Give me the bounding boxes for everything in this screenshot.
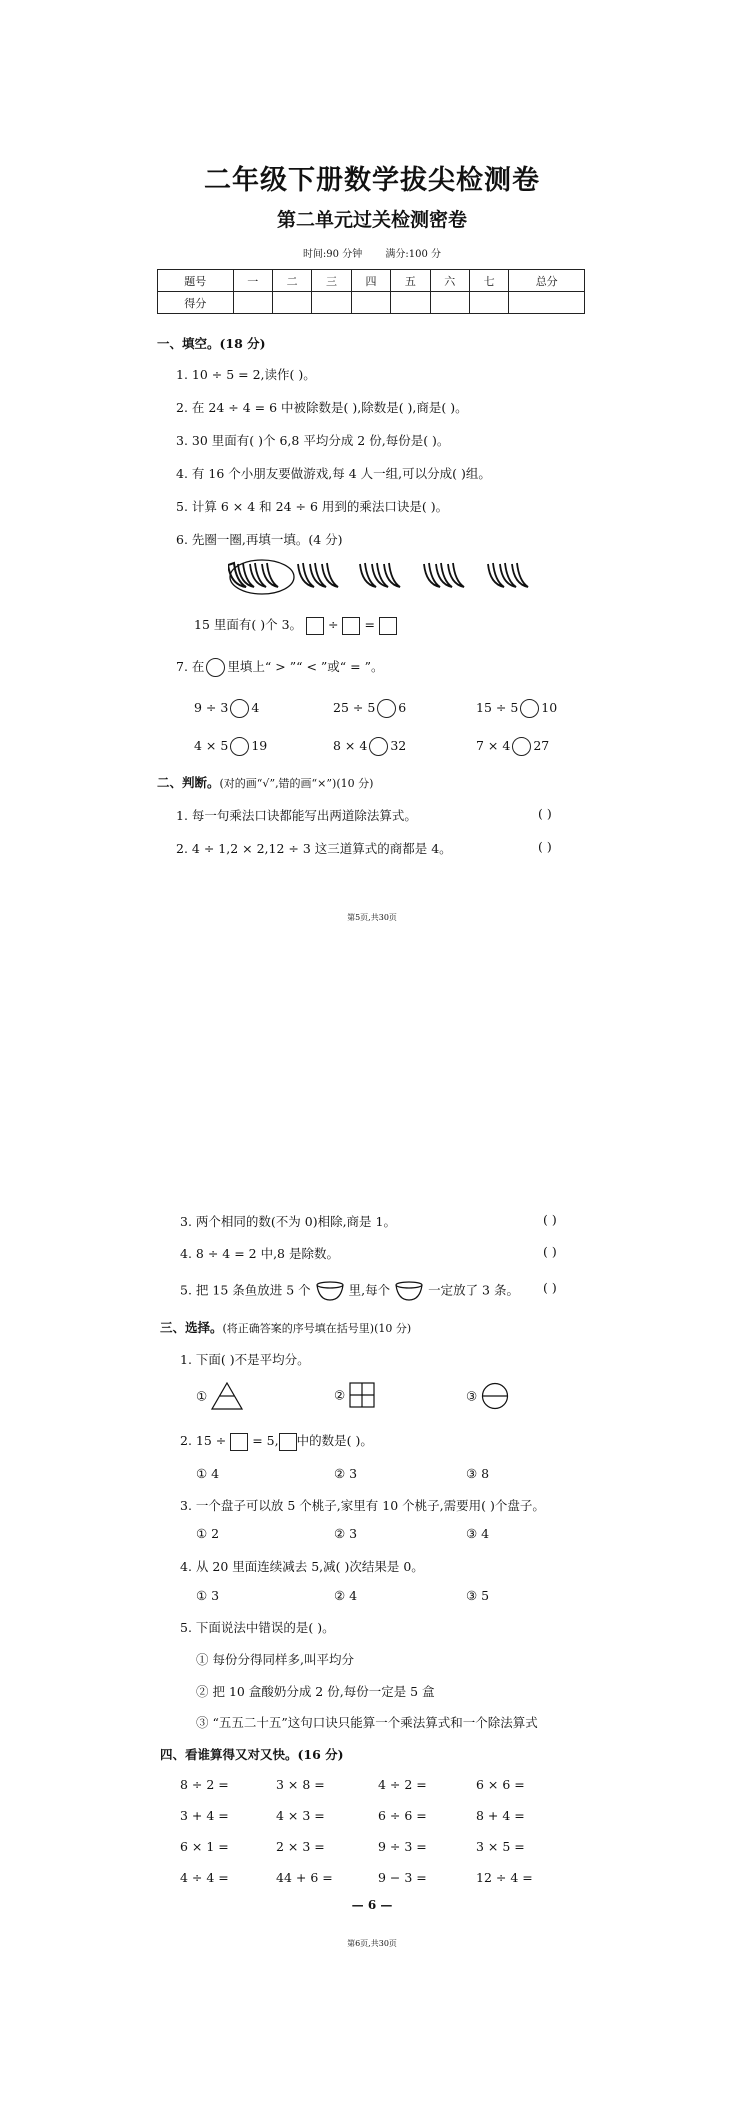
compare-left: 15 ÷ 5 [476, 700, 519, 715]
section-3-note: (将正确答案的序号填在括号里) [222, 1322, 375, 1335]
compare-right: 6 [398, 700, 407, 715]
compare-left: 9 ÷ 3 [194, 700, 229, 715]
circle-placeholder-icon [206, 658, 225, 677]
s2-q5-text-c: 一定放了 3 条。 [428, 1282, 519, 1298]
score-cell[interactable] [430, 292, 469, 314]
equals-sign: = [364, 617, 375, 632]
compare-right: 19 [251, 738, 268, 753]
s3-q2-option[interactable]: ③ 8 [466, 1466, 490, 1481]
judge-answer-paren[interactable]: ( ) [538, 806, 552, 821]
section-4-heading: 四、看谁算得又对又快。(16 分) [160, 1747, 344, 1762]
judge-answer-paren[interactable]: ( ) [538, 839, 552, 854]
compare-circle[interactable] [512, 737, 531, 756]
score-table-header-row [158, 270, 585, 292]
square-quartered-icon [349, 1382, 375, 1408]
section-2-title: 二、判断。 [157, 775, 220, 790]
calc-item: 6 × 1 = [180, 1839, 229, 1854]
compare-item [476, 737, 549, 756]
s3-q2-option[interactable]: ① 4 [196, 1466, 220, 1481]
option-number: ③ [466, 1388, 478, 1404]
score-cell[interactable] [391, 292, 430, 314]
s3-question-4: 4. 从 20 里面连续减去 5,减( )次结果是 0。 [180, 1559, 424, 1574]
compare-right: 32 [390, 738, 407, 753]
answer-box[interactable] [342, 617, 360, 635]
s2-question-1: 1. 每一句乘法口诀都能写出两道除法算式。 [176, 808, 417, 823]
answer-box[interactable] [306, 617, 324, 635]
divide-sign: ÷ [328, 617, 339, 632]
s1-question-7 [176, 657, 384, 677]
s1-q6-fill [194, 615, 397, 635]
compare-left: 8 × 4 [333, 738, 368, 753]
compare-right: 27 [533, 738, 550, 753]
compare-circle[interactable] [230, 699, 249, 718]
s1-question-4: 4. 有 16 个小朋友要做游戏,每 4 人一组,可以分成( )组。 [176, 466, 491, 481]
judge-answer-paren[interactable]: ( ) [543, 1244, 557, 1259]
score-header-cell: 六 [430, 270, 469, 292]
full-score: 满分:100 分 [385, 249, 442, 260]
score-header-cell: 五 [391, 270, 430, 292]
s1-q7-text-b: 里填上“ > ”“ < ”或“ = ”。 [227, 659, 384, 674]
score-cell[interactable] [312, 292, 351, 314]
calc-item: 3 + 4 = [180, 1808, 229, 1823]
s3-q3-option[interactable]: ① 2 [196, 1526, 220, 1541]
calc-item: 4 ÷ 4 = [180, 1870, 229, 1885]
score-table [157, 269, 585, 314]
s2-question-2: 2. 4 ÷ 1,2 × 2,12 ÷ 3 这三道算式的商都是 4。 [176, 841, 452, 856]
compare-circle[interactable] [230, 737, 249, 756]
calc-item: 6 × 6 = [476, 1777, 525, 1792]
s1-question-5: 5. 计算 6 × 4 和 24 ÷ 6 用到的乘法口诀是( )。 [176, 499, 449, 514]
score-header-cell: 七 [469, 270, 508, 292]
answer-box[interactable] [379, 617, 397, 635]
compare-circle[interactable] [520, 699, 539, 718]
s3-question-1: 1. 下面( )不是平均分。 [180, 1352, 310, 1367]
calc-item: 4 ÷ 2 = [378, 1777, 427, 1792]
section-2-heading [157, 773, 373, 791]
score-cell[interactable] [272, 292, 311, 314]
score-cell[interactable] [469, 292, 508, 314]
score-cell[interactable] [351, 292, 390, 314]
calc-item: 4 × 3 = [276, 1808, 325, 1823]
section-3-title: 三、选择。 [160, 1320, 223, 1335]
s3-q4-option[interactable]: ① 3 [196, 1588, 220, 1603]
score-cell[interactable] [509, 292, 585, 314]
exam-meta [0, 245, 744, 260]
compare-left: 4 × 5 [194, 738, 229, 753]
score-header-cell: 四 [351, 270, 390, 292]
s3-q1-option-2[interactable] [334, 1382, 375, 1408]
s1-q7-text-a: 7. 在 [176, 659, 205, 674]
s1-question-6: 6. 先圈一圈,再填一填。(4 分) [176, 532, 343, 547]
compare-right: 4 [251, 700, 260, 715]
score-table-score-row [158, 292, 585, 314]
score-header-cell: 题号 [158, 270, 234, 292]
s2-question-3: 3. 两个相同的数(不为 0)相除,商是 1。 [180, 1214, 396, 1229]
compare-circle[interactable] [377, 699, 396, 718]
page-footer: 第5页,共30页 [347, 913, 397, 922]
s3-q2-option[interactable]: ② 3 [334, 1466, 358, 1481]
compare-item [194, 699, 259, 718]
s1-q6-fill-text: 15 里面有( )个 3。 [194, 617, 303, 632]
score-header-cell: 二 [272, 270, 311, 292]
s3-q5-option[interactable]: ② 把 10 盒酸奶分成 2 份,每份一定是 5 盒 [196, 1684, 435, 1699]
section-1-heading: 一、填空。(18 分) [157, 336, 266, 351]
exam-subtitle: 第二单元过关检测密卷 [276, 209, 467, 231]
s3-q2-text-c: 中的数是( )。 [296, 1433, 373, 1448]
calc-item: 9 − 3 = [378, 1870, 427, 1885]
section-2-points: (10 分) [336, 777, 374, 790]
judge-answer-paren[interactable]: ( ) [543, 1280, 557, 1295]
s3-question-5: 5. 下面说法中错误的是( )。 [180, 1620, 335, 1635]
section-3-heading [160, 1318, 411, 1336]
compare-right: 10 [541, 700, 558, 715]
s1-question-3: 3. 30 里面有( )个 6,8 平均分成 2 份,每份是( )。 [176, 433, 450, 448]
s3-q5-option[interactable]: ① 每份分得同样多,叫平均分 [196, 1652, 354, 1667]
compare-left: 25 ÷ 5 [333, 700, 376, 715]
calc-item: 44 + 6 = [276, 1870, 333, 1885]
score-header-cell: 一 [233, 270, 272, 292]
option-number: ② [334, 1387, 346, 1403]
s3-question-3: 3. 一个盘子可以放 5 个桃子,家里有 10 个桃子,需要用( )个盘子。 [180, 1498, 545, 1513]
compare-left: 7 × 4 [476, 738, 511, 753]
section-2-note: (对的画“√”,错的画“×”) [219, 777, 337, 790]
s3-q2-text-a: 2. 15 ÷ [180, 1433, 227, 1448]
s2-q5-text-a: 5. 把 15 条鱼放进 5 个 [180, 1282, 311, 1298]
calc-item: 12 ÷ 4 = [476, 1870, 533, 1885]
compare-item [194, 737, 267, 756]
score-row-label: 得分 [158, 292, 234, 314]
s3-q4-option[interactable]: ② 4 [334, 1588, 358, 1603]
time-limit: 时间:90 分钟 [302, 249, 363, 260]
s3-q4-option[interactable]: ③ 5 [466, 1588, 490, 1603]
answer-box[interactable] [279, 1433, 297, 1451]
option-number: ① [196, 1388, 208, 1404]
s2-question-4: 4. 8 ÷ 4 = 2 中,8 是除数。 [180, 1246, 339, 1261]
calc-item: 3 × 5 = [476, 1839, 525, 1854]
page-number: — 6 — [351, 1898, 393, 1912]
calc-item: 8 + 4 = [476, 1808, 525, 1823]
calc-item: 6 ÷ 6 = [378, 1808, 427, 1823]
s3-q1-option-1[interactable] [196, 1382, 243, 1410]
answer-box[interactable] [230, 1433, 248, 1451]
judge-answer-paren[interactable]: ( ) [543, 1212, 557, 1227]
score-header-cell: 总分 [509, 270, 585, 292]
s3-question-2 [180, 1431, 373, 1451]
s2-q5-text-b: 里,每个 [348, 1282, 391, 1298]
calc-item: 8 ÷ 2 = [180, 1777, 229, 1792]
calc-item: 3 × 8 = [276, 1777, 325, 1792]
s2-question-5 [180, 1280, 519, 1302]
compare-item [333, 699, 406, 718]
exam-title: 二年级下册数学拔尖检测卷 [204, 165, 540, 196]
compare-item [333, 737, 406, 756]
compare-item [476, 699, 557, 718]
compare-circle[interactable] [369, 737, 388, 756]
s1-question-1: 1. 10 ÷ 5 = 2,读作( )。 [176, 367, 316, 382]
score-header-cell: 三 [312, 270, 351, 292]
s1-question-2: 2. 在 24 ÷ 4 = 6 中被除数是( ),除数是( ),商是( )。 [176, 400, 468, 415]
page-footer: 第6页,共30页 [347, 1939, 397, 1948]
triangle-divided-icon [211, 1382, 243, 1410]
calc-item: 2 × 3 = [276, 1839, 325, 1854]
section-3-points: (10 分) [374, 1322, 412, 1335]
banana-illustration [228, 557, 548, 597]
s3-q3-option[interactable]: ② 3 [334, 1526, 358, 1541]
s3-q2-text-b: = 5, [252, 1433, 279, 1448]
bowl-icon [315, 1280, 345, 1302]
s3-q1-option-3[interactable] [466, 1382, 509, 1410]
bowl-icon [394, 1280, 424, 1302]
s3-q5-option[interactable]: ③ “五五二十五”这句口诀只能算一个乘法算式和一个除法算式 [196, 1715, 538, 1730]
s3-q3-option[interactable]: ③ 4 [466, 1526, 490, 1541]
score-cell[interactable] [233, 292, 272, 314]
circle-halved-icon [481, 1382, 509, 1410]
calc-item: 9 ÷ 3 = [378, 1839, 427, 1854]
